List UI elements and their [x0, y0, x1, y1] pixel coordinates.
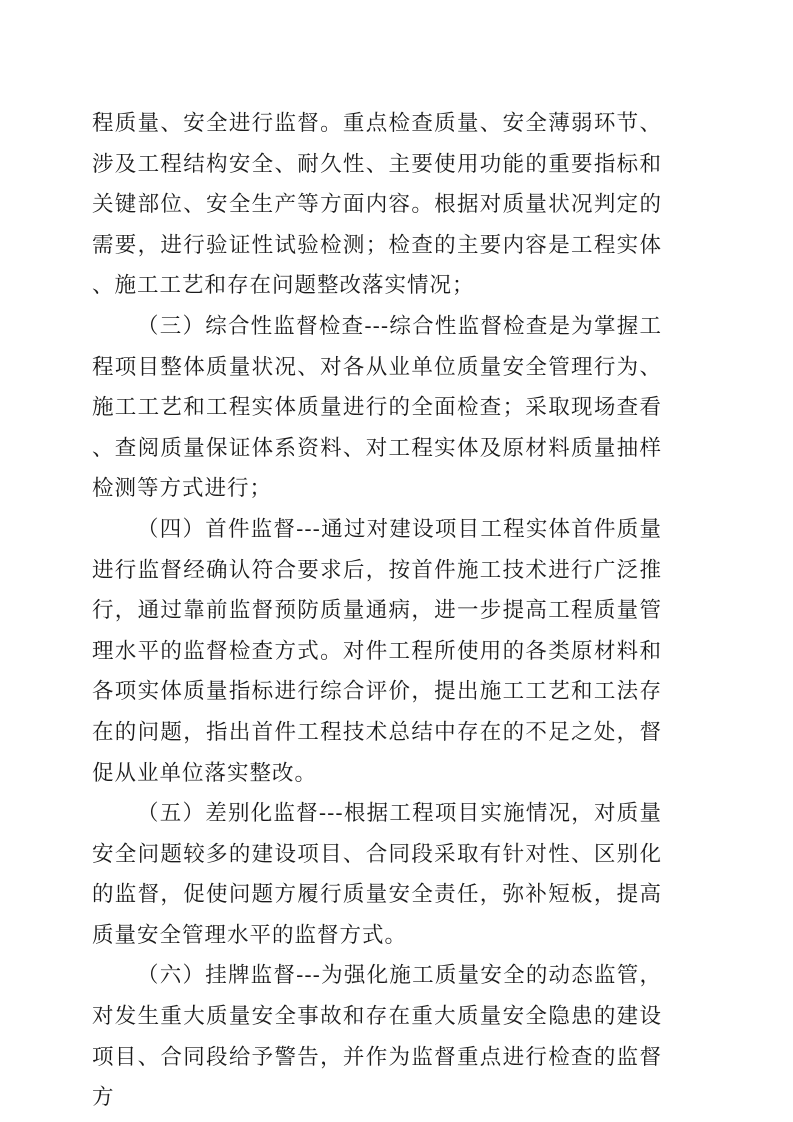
- body-text: [92, 104, 662, 1119]
- paragraph-continued: 程质量、安全进行监督。重点检查质量、安全薄弱环节、涉及工程结构安全、耐久性、主要使用功能的重要指标和关键部位、安全生产等方面内容。根据对质量状况判定的需要，进行验证性试验检测；检查的主要内容是工程实体、施工工艺和存在问题整改落实情况；: [92, 111, 662, 299]
- paragraph-section-6: （六）挂牌监督---为强化施工质量安全的动态监管，对发生重大质量安全事故和存在重大质量安全隐患的建设项目、合同段给予警告，并作为监督重点进行检查的监督方: [92, 963, 662, 1111]
- paragraph-section-5: （五）差别化监督---根据工程项目实施情况，对质量安全问题较多的建设项目、合同段采取有针对性、区别化的监督，促使问题方履行质量安全责任，弥补短板，提高质量安全管理水平的监督方式。: [92, 801, 662, 948]
- paragraph-section-4: （四）首件监督---通过对建设项目工程实体首件质量进行监督经确认符合要求后，按首件施工技术进行广泛推行，通过靠前监督预防质量通病，进一步提高工程质量管理水平的监督检查方式。对件工程所使用的各类原材料和各项实体质量指标进行综合评价，提出施工工艺和工法存在的问题，指出首件工程技术总结中存在的不足之处，督促从业单位落实整改。: [92, 516, 662, 786]
- paragraph-section-3: （三）综合性监督检查---综合性监督检查是为掌握工程项目整体质量状况、对各从业单位质量安全管理行为、施工工艺和工程实体质量进行的全面检查；采取现场查看、查阅质量保证体系资料、对工程实体及原材料质量抽样检测等方式进行；: [92, 313, 662, 502]
